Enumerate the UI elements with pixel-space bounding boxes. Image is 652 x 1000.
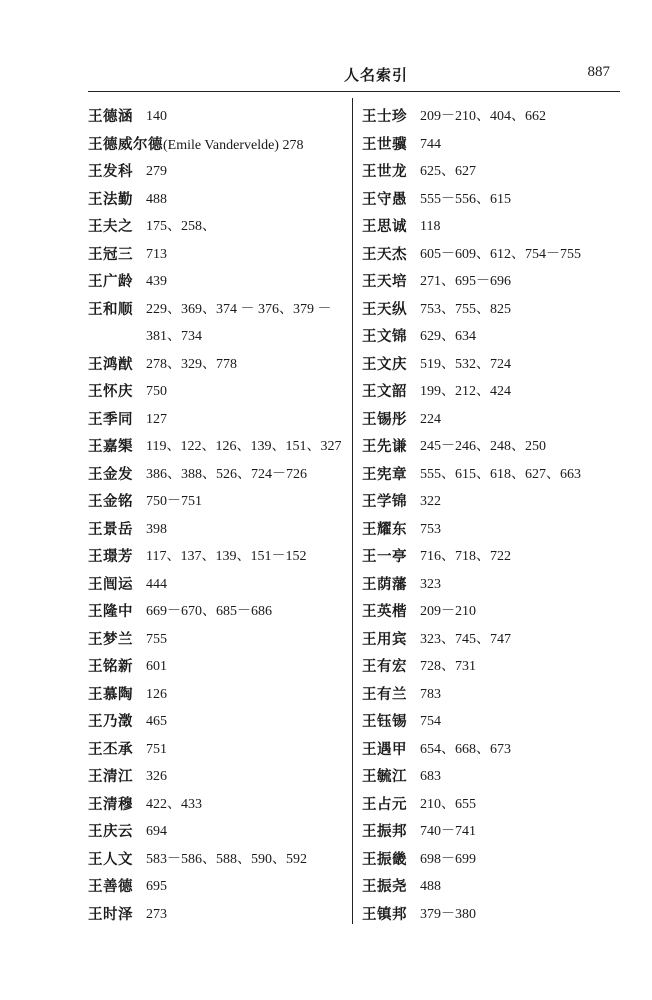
entry-pages: 323、745、747 [420, 631, 511, 647]
index-entry [362, 131, 620, 159]
index-entry [362, 846, 620, 874]
index-entry [88, 296, 348, 351]
entry-name: 王文锦 [362, 328, 407, 345]
index-entry [362, 461, 620, 489]
entry-pages: 488 [146, 191, 167, 207]
entry-name: 王世骥 [362, 135, 407, 153]
entry-pages: 753、755、825 [420, 301, 511, 317]
entry-name: 王天培 [362, 273, 407, 290]
index-entry [362, 543, 620, 571]
entry-pages: 605－609、612、754－755 [420, 246, 581, 262]
index-entry [362, 433, 620, 461]
entry-pages: 750－751 [146, 494, 202, 509]
index-entry [362, 901, 620, 929]
index-entry [362, 791, 620, 819]
entry-pages: 210、655 [420, 796, 476, 812]
index-entry [362, 736, 620, 764]
entry-pages: 117、137、139、151－152 [146, 549, 307, 564]
index-entry [88, 433, 348, 461]
entry-name: 王思诚 [362, 218, 407, 235]
index-entry [362, 406, 620, 434]
entry-name: 王有宏 [362, 658, 407, 675]
index-entry [362, 818, 620, 846]
index-entry [362, 103, 620, 131]
entry-name: 王钰锡 [362, 713, 407, 730]
entry-pages: 713 [146, 246, 167, 262]
entry-name: 王冠三 [88, 245, 133, 263]
index-entry [362, 708, 620, 736]
index-entry [88, 543, 348, 571]
entry-name: 王隆中 [88, 603, 133, 620]
entry-name: 王慕陶 [88, 685, 133, 703]
entry-pages: 379－380 [420, 906, 476, 922]
index-entry [88, 351, 348, 379]
entry-name: 王振邦 [362, 823, 407, 840]
index-entry [362, 516, 620, 544]
entry-pages: 555、615、618、627、663 [420, 466, 581, 482]
entry-pages: 444 [146, 576, 167, 592]
entry-pages: 229、369、374 － 376、379 － [146, 301, 332, 317]
entry-pages: 118 [420, 219, 441, 234]
entry-pages: 698－699 [420, 851, 476, 867]
entry-name: 王一亭 [362, 548, 407, 565]
entry-pages: 439 [146, 274, 167, 289]
entry-pages: 209－210 [420, 604, 476, 619]
index-entry [88, 571, 348, 599]
entry-name: 王璟芳 [88, 548, 133, 565]
entry-name: 王振畿 [362, 850, 407, 868]
index-entry [88, 598, 348, 626]
entry-name: 王毓江 [362, 768, 407, 785]
entry-name: 王铭新 [88, 658, 133, 675]
entry-name: 王耀东 [362, 520, 407, 538]
entry-name: 王人文 [88, 850, 133, 868]
index-entry [362, 268, 620, 296]
page-number: 887 [587, 64, 610, 80]
entry-name: 王闿运 [88, 575, 133, 593]
index-entry [88, 158, 348, 186]
entry-name: 王世龙 [362, 163, 407, 180]
index-entry [362, 296, 620, 324]
entry-pages: 695 [146, 879, 167, 894]
entry-pages: 654、668、673 [420, 741, 511, 757]
index-entry [88, 461, 348, 489]
entry-name: 王有兰 [362, 685, 407, 703]
entry-pages: 279 [146, 164, 167, 179]
entry-name: 王清江 [88, 768, 133, 785]
entry-name: 王广龄 [88, 273, 133, 290]
page-title: 人名索引 [344, 66, 409, 84]
index-entry [362, 681, 620, 709]
index-entry [88, 901, 348, 929]
entry-pages: 601 [146, 659, 167, 674]
entry-pages: 398 [146, 521, 167, 537]
entry-name: 王鸿猷 [88, 355, 133, 373]
entry-pages: 245－246、248、250 [420, 439, 546, 454]
index-entry [88, 873, 348, 901]
entry-pages: 683 [420, 769, 441, 784]
entry-pages: 224 [420, 411, 441, 427]
index-entry [362, 488, 620, 516]
entry-name: 王庆云 [88, 823, 133, 840]
entry-pages: 323 [420, 576, 441, 592]
index-entry [362, 213, 620, 241]
entry-pages: 751 [146, 741, 167, 757]
entry-pages: 322 [420, 494, 441, 509]
index-entry [362, 598, 620, 626]
entry-name: 王学锦 [362, 493, 407, 510]
index-entry [88, 241, 348, 269]
entry-pages: 386、388、526、724－726 [146, 466, 307, 482]
index-entry [362, 158, 620, 186]
entry-name: 王发科 [88, 163, 133, 180]
index-entry [88, 846, 348, 874]
index-entry [88, 763, 348, 791]
entry-pages: 625、627 [420, 164, 476, 179]
entry-name: 王守愚 [362, 190, 407, 208]
entry-name: 王英楷 [362, 603, 407, 620]
entry-name: 王宪章 [362, 465, 407, 483]
entry-name: 王和顺 [88, 300, 133, 318]
index-entry [362, 571, 620, 599]
entry-pages: 583－586、588、590、592 [146, 851, 307, 867]
entry-name: 王荫藩 [362, 575, 407, 593]
entry-name: 王先谦 [362, 438, 407, 455]
index-entry [88, 708, 348, 736]
entry-pages: 728、731 [420, 659, 476, 674]
entry-pages: 755 [146, 631, 167, 647]
index-entry [88, 818, 348, 846]
entry-name: 王嘉榘 [88, 438, 133, 455]
entry-pages: 740－741 [420, 824, 476, 839]
entry-pages: 271、695－696 [420, 274, 511, 289]
entry-name: 王振尧 [362, 878, 407, 895]
entry-name: 王金铭 [88, 493, 133, 510]
index-entry [362, 763, 620, 791]
index-entry [88, 378, 348, 406]
entry-name: 王季同 [88, 410, 133, 428]
entry-name: 王梦兰 [88, 630, 133, 648]
page-header [88, 64, 620, 90]
index-entry [88, 791, 348, 819]
entry-pages: 119、122、126、139、151、327 [146, 439, 342, 454]
entry-name: 王镇邦 [362, 905, 407, 923]
index-entry [88, 516, 348, 544]
index-entry [88, 186, 348, 214]
entry-name: 王德涵 [88, 108, 133, 125]
entry-pages: 175、258、 [146, 219, 216, 234]
index-entry [362, 351, 620, 379]
header-rule [88, 91, 620, 92]
entry-name: 王金发 [88, 465, 133, 483]
entry-pages: 753 [420, 521, 441, 537]
entry-name: 王法勤 [88, 190, 133, 208]
column-divider [352, 98, 353, 924]
entry-name: 王德威尔德 [88, 135, 163, 153]
entry-pages: 694 [146, 824, 167, 839]
entry-pages: 126 [146, 686, 167, 702]
entry-name: 王怀庆 [88, 383, 133, 400]
entry-pages: 555－556、615 [420, 191, 511, 207]
entry-name: 王文庆 [362, 355, 407, 373]
index-entry [88, 681, 348, 709]
index-entry [88, 653, 348, 681]
entry-name: 王夫之 [88, 218, 133, 235]
entry-pages: 326 [146, 769, 167, 784]
entry-name: 王遇甲 [362, 740, 407, 758]
index-entry [362, 186, 620, 214]
index-entry [88, 736, 348, 764]
index-entry [88, 406, 348, 434]
entry-name: 王天纵 [362, 300, 407, 318]
index-entry [88, 488, 348, 516]
entry-pages: 209－210、404、662 [420, 109, 546, 124]
index-entry [88, 131, 348, 159]
entry-name: 王丕承 [88, 740, 133, 758]
entry-pages: (Emile Vandervelde) 278 [163, 137, 304, 153]
entry-pages: 488 [420, 879, 441, 894]
index-entry [362, 873, 620, 901]
index-entry [88, 268, 348, 296]
entry-name: 王时泽 [88, 905, 133, 923]
index-entry [88, 213, 348, 241]
index-entry [88, 103, 348, 131]
entry-pages: 754 [420, 714, 441, 729]
entry-pages: 669－670、685－686 [146, 604, 272, 619]
entry-name: 王景岳 [88, 520, 133, 538]
entry-pages: 750 [146, 384, 167, 399]
index-column-right [362, 103, 620, 928]
index-entry [88, 626, 348, 654]
index-column-left [88, 103, 348, 928]
entry-name: 王乃澂 [88, 713, 133, 730]
entry-pages: 716、718、722 [420, 549, 511, 564]
entry-name: 王锡彤 [362, 410, 407, 428]
entry-name: 王天杰 [362, 245, 407, 263]
entry-pages: 629、634 [420, 329, 476, 344]
entry-pages: 422、433 [146, 796, 202, 812]
index-entry [362, 241, 620, 269]
entry-pages: 127 [146, 411, 167, 427]
entry-pages: 465 [146, 714, 167, 729]
entry-pages: 199、212、424 [420, 384, 511, 399]
entry-name: 王占元 [362, 795, 407, 813]
entry-pages: 519、532、724 [420, 356, 511, 372]
entry-name: 王士珍 [362, 108, 407, 125]
index-entry [362, 653, 620, 681]
entry-name: 王清穆 [88, 795, 133, 813]
entry-pages: 744 [420, 136, 441, 152]
index-entry [362, 626, 620, 654]
entry-name: 王用宾 [362, 630, 407, 648]
entry-pages: 273 [146, 906, 167, 922]
entry-name: 王善德 [88, 878, 133, 895]
entry-name: 王文韶 [362, 383, 407, 400]
index-entry [362, 378, 620, 406]
entry-pages: 140 [146, 109, 167, 124]
entry-pages: 278、329、778 [146, 356, 237, 372]
entry-pages-continued: 381、734 [146, 329, 202, 344]
entry-pages: 783 [420, 686, 441, 702]
index-entry [362, 323, 620, 351]
